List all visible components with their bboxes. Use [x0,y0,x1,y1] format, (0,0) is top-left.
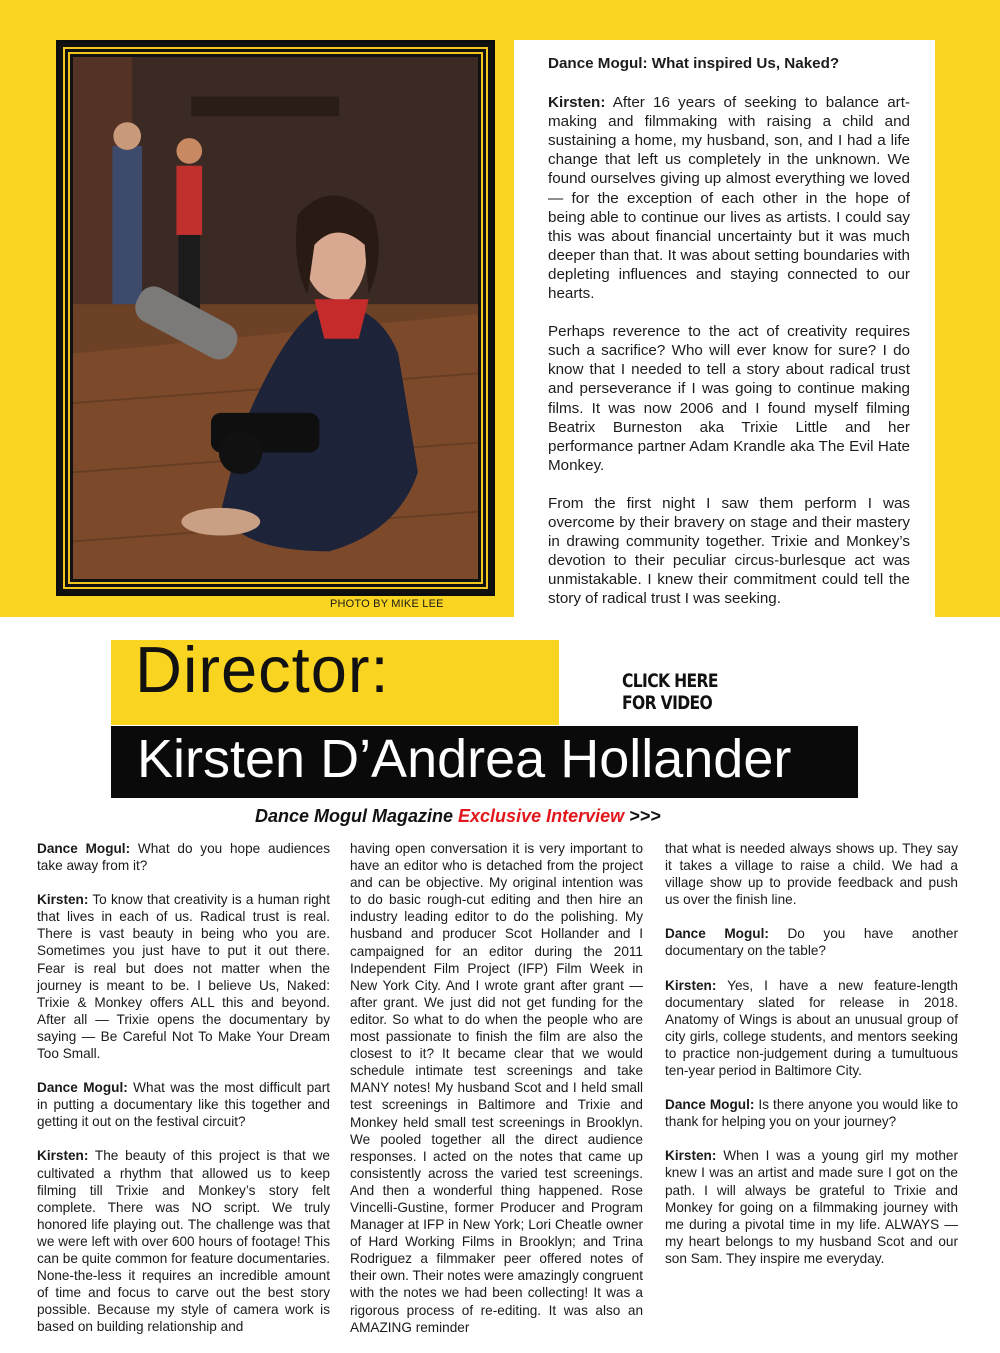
subtitle-exclusive: Exclusive Interview [458,806,625,826]
paragraph-text: What do you hope audiences take away from it? [37,841,330,874]
paragraph-text: The beauty of this project is that we cultivated a rhythm that allowed us to keep filming till Trixie and Monkey’s story felt complete. There was NO script. We truly honored life playing out. The challenge was that we were left with over 600 hours of footage! This can be quite common for feature documentaries. None-the-less it requires an incredible amount of time and focus to carve out the best story possible. Because my style of camera work is based on building relationship and [37,1148,330,1335]
interview-paragraph [37,1147,330,1335]
intro-text [548,54,910,627]
paragraph-text: having open conversation it is very important to have an editor who is detached from the project and can be objective. My original intention was to do basic rough-cut editing and then hire an industry leading editor to do the polishing. My husband and producer Scot Hollander and I campaigned for an editor during the 2011 Independent Film Project (IFP) Film Week in New York City. And I wrote grant after grant — after grant. We just did not get funding for the editor. So what to do when the people who are most passionate to finish the film are also the closest to it? It became clear that we would schedule intimate test screenings and take MANY notes! My husband Scot and I held small test screenings in Baltimore and Trixie and Monkey held small test screenings in Brooklyn. We pooled together all the direct audience responses. I acted on the notes that came up consistently across the varied test screenings. And then a wonderful thing happened. Rose Vincelli-Gustine, former Producer and Program Manager at IFP in New York; Lori Cheatle owner of Hard Working Films in Brooklyn; and Trina Rodriguez a filmmaker peer offered notes of their own. Their notes were amazingly congruent with the notes we had been collecting! It was a rigorous process of re-editing. It was also an AMAZING reminder [350,841,643,1335]
director-label: Director: [135,633,390,706]
speaker-label: Dance Mogul: [665,1097,755,1113]
speaker-label: Kirsten: [37,892,89,908]
answer-speaker: Kirsten: [548,94,606,112]
question-text: What inspired Us, Naked? [647,55,840,72]
intro-paragraph [548,93,910,303]
paragraph-text: Is there anyone you would like to thank for helping you on your journey? [665,1097,958,1130]
speaker-label: Kirsten: [37,1148,89,1164]
click-line-1: CLICK HERE [622,670,718,692]
interview-subtitle [255,806,661,827]
interview-paragraph [665,1147,958,1267]
paragraph-text: Yes, I have a new feature-length documentary slated for release in 2018. Anatomy of Wings is about an unusual group of city girls, college students, and mentors seeking to practice non-judgement during a tumultuous ten-year period in Baltimore City. [665,977,958,1079]
click-line-2: FOR VIDEO [622,692,713,714]
intro-paragraph [548,322,910,475]
interview-paragraph [665,977,958,1080]
answer-text: Perhaps reverence to the act of creativity requires such a sacrifice? Who will ever know for sure? I do know that I needed to tell a story about radical trust and perseverance if I was going to continue making films. It was now 2006 and I found myself filming Beatrix Burneston aka Trixie Little and her performance partner Adam Krandle aka The Evil Hate Monkey. [548,323,910,474]
subtitle-magazine: Dance Mogul Magazine [255,806,459,826]
director-name: Kirsten D’Andrea Hollander [137,729,792,789]
paragraph-text: What was the most difficult part in putting a documentary like this together and getting it out on the festival circuit? [37,1080,330,1130]
paragraph-text: To know that creativity is a human right that lives in each of us. Radical trust is real. There is vast beauty in being who you are. Sometimes you just have to put it out there. Fear is real but does not matter when the journey is meant to be. I believe Us, Naked: Trixie & Monkey offers ALL this and beyond. After all — Trixie opens the documentary by saying — Be Careful Not To Make Your Dream Too Small. [37,892,330,1062]
answer-text: From the first night I saw them perform I was overcome by their bravery on stage and their mastery in drawing community together. Trixie and Monkey’s devotion to their peculiar circus-burlesque act was unmistakable. I knew their commitment could tell the story of radical trust I was seeking. [548,494,910,608]
interview-paragraph [37,891,330,1062]
question-speaker: Dance Mogul: [548,55,648,72]
interview-paragraph [37,840,330,874]
speaker-label: Dance Mogul: [37,841,131,856]
interview-paragraph [665,925,958,959]
photo-illustration [73,57,478,579]
paragraph-text: When I was a young girl my mother knew I was an artist and made sure I got on the path. I will always be grateful to Trixie and Monkey for going on a filmmaking journey with me during a pivotal time in my life. ALWAYS — my heart belongs to my husband Scot and our son Sam. They inspire me everyday. [665,1148,958,1266]
click-for-video-link[interactable] [622,670,718,714]
interview-column-1 [37,840,330,1352]
photo-credit: PHOTO BY MIKE LEE [330,598,444,610]
subtitle-arrows: >>> [624,806,661,826]
interview-column-3 [665,840,958,1284]
answer-text: After 16 years of seeking to balance art-making and filmmaking with raising a child and sustaining a home, my husband, son, and I had a life change that left us completely in the unknown. We found ourselves giving up almost everything we loved — for the exception of each other in the hope of being able to continue our lives as artists. I could say this was about financial uncertainty but it was much deeper than that. It was about setting boundaries with depleting influences and staying connected to our hearts. [548,94,910,303]
paragraph-text: that what is needed always shows up. They say it takes a village to raise a child. We had a village show up to provide feedback and push us over the finish line. [665,841,958,908]
paragraph-text: Do you have another documentary on the table? [665,926,959,959]
photo-frame [56,40,495,596]
speaker-label: Dance Mogul: [665,926,769,942]
director-name-box [111,726,858,798]
intro-text-box [514,40,935,617]
interview-paragraph [665,840,958,908]
intro-question [548,54,910,73]
speaker-label: Kirsten: [665,1148,717,1164]
portrait-photo [73,57,478,579]
interview-paragraph [665,1096,958,1130]
interview-column-2 [350,840,643,1353]
speaker-label: Kirsten: [665,977,717,993]
interview-paragraph [37,1079,330,1130]
intro-paragraph [548,494,910,609]
interview-paragraph [350,840,643,1336]
director-label-box [111,633,559,725]
speaker-label: Dance Mogul: [37,1080,128,1096]
